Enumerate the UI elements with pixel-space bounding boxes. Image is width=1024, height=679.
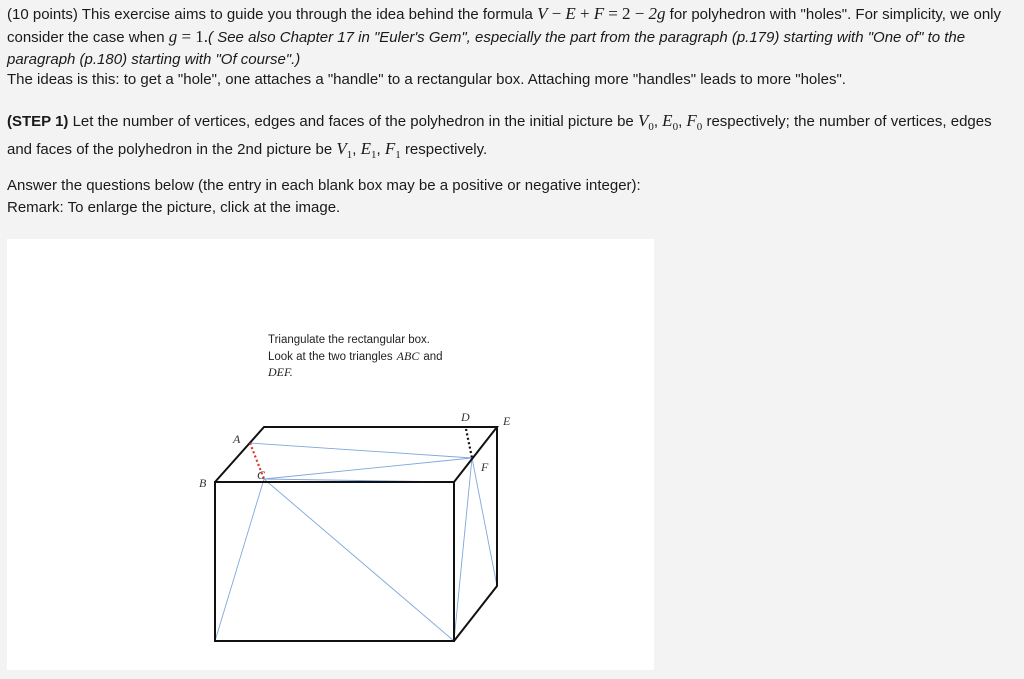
initial-counts: $V_0$, $E_0$, $F_0$	[637, 111, 703, 133]
triangulated-box-diagram	[7, 239, 654, 670]
box-outline	[215, 427, 497, 641]
diag-top-2	[264, 458, 472, 479]
step1-label: (STEP 1)	[7, 113, 69, 130]
answer-instructions: Answer the questions below (the entry in each blank box may be a positive or negative integer):	[7, 177, 641, 194]
problem-statement: (10 points) This exercise aims to guide you through the idea behind the formula V − E + F = 2 − 2g for polyhedron with "holes". For simplicity, we only consider the case when g = 1.( See also Chapter 17 in "Euler's Gem", especially the part from the paragraph (p.179) starting with "One of" to the paragraph (p.180) starting with "Of course".)	[7, 4, 1001, 68]
label-b: B	[199, 476, 207, 490]
caption-line-3: DEF.	[268, 365, 293, 379]
caption-line-1: Triangulate the rectangular box.	[268, 334, 430, 346]
points-label: (10 points)	[7, 6, 78, 23]
ideas-text: The ideas is this: to get a "hole", one attaches a "handle" to a rectangular box. Attaching more "handles" leads to more "holes".	[7, 71, 846, 88]
euler-formula: V − E + F = 2 − 2g	[537, 4, 666, 23]
caption-line-2: Look at the two triangles ABC and	[268, 349, 443, 363]
label-a: A	[233, 432, 241, 446]
genus-variable: g	[168, 27, 178, 46]
label-e: E	[503, 414, 511, 428]
polyhedron-figure[interactable]	[7, 239, 654, 670]
label-f: F	[481, 460, 489, 474]
diag-side-1	[472, 458, 497, 586]
diag-front-1	[215, 479, 264, 641]
intro-text: This exercise aims to guide you through the idea behind the formula	[81, 6, 533, 23]
diag-top-1	[250, 443, 472, 458]
step1-text: (STEP 1) Let the number of vertices, edges and faces of the polyhedron in the initial picture be $V_0$, $E_0$, $F_0$ respectively; the number of vertices, edges and faces of the polyhedron in the 2nd picture be $V_1$, $E_1$, $F_1$ respectively.	[7, 111, 992, 161]
see-also-note: ( See also Chapter 17 in "Euler's Gem", especially the part from the paragraph (p.179) starting with "One of" to the paragraph (p.180) starting with "Of course".)	[7, 29, 966, 68]
label-d: D	[461, 410, 470, 424]
diag-front-2	[264, 479, 454, 641]
black-dotted-df	[466, 429, 472, 458]
label-c: C	[257, 468, 266, 482]
front-face	[215, 482, 454, 641]
second-counts: $V_1$, $E_1$, $F_1$	[336, 139, 401, 161]
remark-text: Remark: To enlarge the picture, click at the image.	[7, 199, 341, 216]
diag-side-2	[454, 458, 472, 641]
